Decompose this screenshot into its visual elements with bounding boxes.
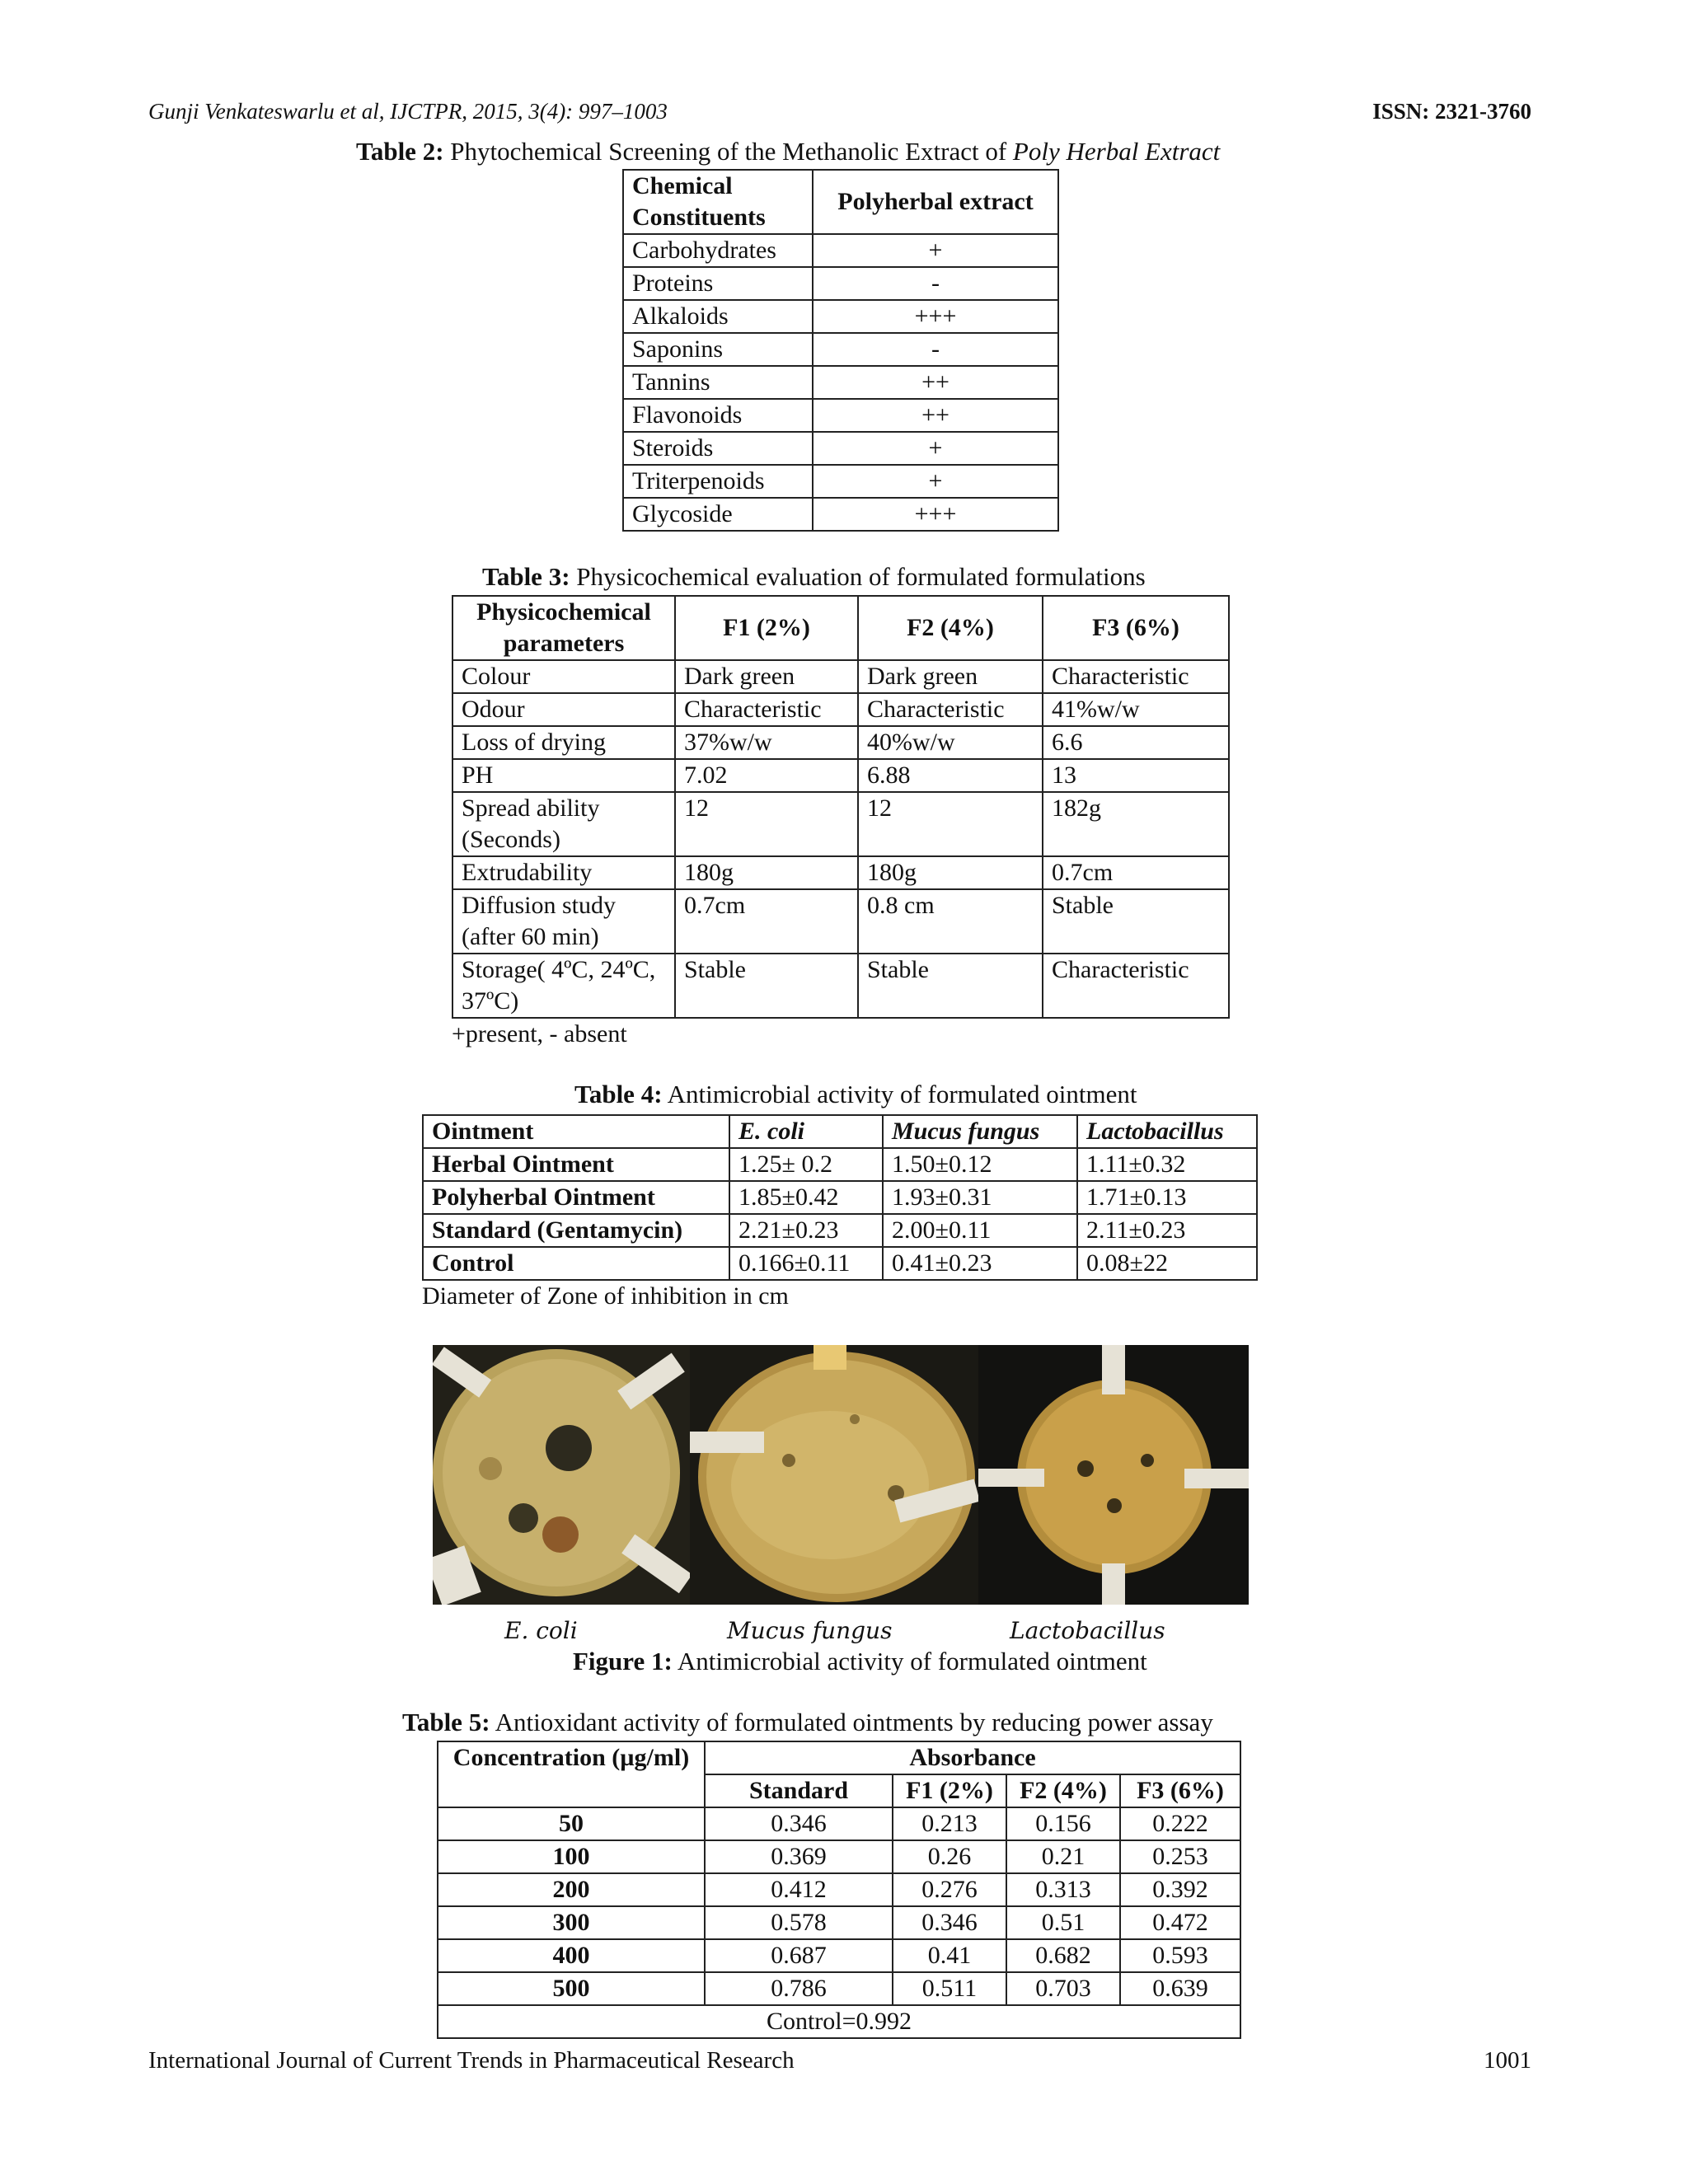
f3-cell: 0.639 <box>1120 1972 1240 2005</box>
table5-subhead-f3: F3 (6%) <box>1120 1774 1240 1807</box>
table-row <box>438 1972 1240 2005</box>
table-row <box>438 1906 1240 1939</box>
f3-cell: 0.7cm <box>1043 856 1229 889</box>
f1-cell: 0.41 <box>893 1939 1006 1972</box>
table5-head-concentration: Concentration (µg/ml) <box>438 1741 705 1807</box>
f1-cell: 37%w/w <box>675 726 858 759</box>
standard-cell: 0.346 <box>705 1807 893 1840</box>
constituent-cell: Carbohydrates <box>623 234 813 267</box>
running-header-citation: Gunji Venkateswarlu et al, IJCTPR, 2015, 3(4): 997–1003 <box>148 99 668 124</box>
standard-cell: 0.412 <box>705 1873 893 1906</box>
table-row <box>438 1807 1240 1840</box>
footer-journal: International Journal of Current Trends in Pharmaceutical Research <box>148 2047 795 2074</box>
table4-footnote: Diameter of Zone of inhibition in cm <box>422 1282 789 1310</box>
table-row <box>423 1181 1257 1214</box>
f1-cell: 180g <box>675 856 858 889</box>
ecoli-cell: 2.21±0.23 <box>729 1214 883 1247</box>
table-row <box>438 1873 1240 1906</box>
figure1-label-ecoli: E. coli <box>504 1617 578 1644</box>
constituent-cell: Flavonoids <box>623 399 813 432</box>
result-cell: +++ <box>813 300 1058 333</box>
f1-cell: 0.276 <box>893 1873 1006 1906</box>
table-row <box>452 856 1229 889</box>
table3-head-f2: F2 (4%) <box>858 596 1043 660</box>
parameter-cell: Spread ability (Seconds) <box>452 792 675 856</box>
table-row <box>452 759 1229 792</box>
result-cell: ++ <box>813 366 1058 399</box>
ecoli-cell: 1.85±0.42 <box>729 1181 883 1214</box>
f1-cell: Stable <box>675 954 858 1018</box>
f3-cell: 182g <box>1043 792 1229 856</box>
f3-cell: Stable <box>1043 889 1229 954</box>
lactobacillus-cell: 2.11±0.23 <box>1077 1214 1257 1247</box>
parameter-cell: Extrudability <box>452 856 675 889</box>
table2-phytochemical <box>622 169 1059 532</box>
table-row <box>623 300 1058 333</box>
table-row <box>438 1939 1240 1972</box>
parameter-cell: Diffusion study (after 60 min) <box>452 889 675 954</box>
f1-cell: 7.02 <box>675 759 858 792</box>
f1-cell: 0.511 <box>893 1972 1006 2005</box>
parameter-cell: Loss of drying <box>452 726 675 759</box>
table-row <box>423 1247 1257 1280</box>
table-row <box>623 432 1058 465</box>
constituent-cell: Alkaloids <box>623 300 813 333</box>
table-row <box>423 1214 1257 1247</box>
f2-cell: 0.51 <box>1006 1906 1120 1939</box>
table-row <box>423 1148 1257 1181</box>
table4-head-ointment: Ointment <box>423 1115 729 1148</box>
f2-cell: 0.703 <box>1006 1972 1120 2005</box>
table-row <box>452 889 1229 954</box>
table5-subhead-f2: F2 (4%) <box>1006 1774 1120 1807</box>
parameter-cell: Storage( 4ºC, 24ºC, 37ºC) <box>452 954 675 1018</box>
ointment-cell: Control <box>423 1247 729 1280</box>
table-row <box>452 792 1229 856</box>
table4-caption: Table 4: Antimicrobial activity of formulated ointment <box>574 1080 1137 1108</box>
table-row <box>623 333 1058 366</box>
table5-subhead-standard: Standard <box>705 1774 893 1807</box>
table-row <box>452 693 1229 726</box>
plate-ecoli-image <box>433 1345 690 1605</box>
concentration-cell: 100 <box>438 1840 705 1873</box>
plate-mucus-fungus-image <box>690 1345 978 1605</box>
f2-cell: 0.313 <box>1006 1873 1120 1906</box>
f2-cell: Stable <box>858 954 1043 1018</box>
f3-cell: 0.472 <box>1120 1906 1240 1939</box>
f2-cell: 0.682 <box>1006 1939 1120 1972</box>
ointment-cell: Standard (Gentamycin) <box>423 1214 729 1247</box>
result-cell: + <box>813 432 1058 465</box>
constituent-cell: Tannins <box>623 366 813 399</box>
running-header-issn: ISSN: 2321-3760 <box>1372 99 1531 124</box>
table4-head-mucus: Mucus fungus <box>883 1115 1077 1148</box>
constituent-cell: Steroids <box>623 432 813 465</box>
f2-cell: 180g <box>858 856 1043 889</box>
constituent-cell: Saponins <box>623 333 813 366</box>
ecoli-cell: 1.25± 0.2 <box>729 1148 883 1181</box>
figure1-label-mucus: Mucus fungus <box>727 1617 893 1644</box>
f2-cell: Dark green <box>858 660 1043 693</box>
ecoli-cell: 0.166±0.11 <box>729 1247 883 1280</box>
constituent-cell: Proteins <box>623 267 813 300</box>
concentration-cell: 50 <box>438 1807 705 1840</box>
table-row <box>452 954 1229 1018</box>
f2-cell: 0.8 cm <box>858 889 1043 954</box>
lactobacillus-cell: 1.71±0.13 <box>1077 1181 1257 1214</box>
table-row <box>623 366 1058 399</box>
figure1-caption: Figure 1: Antimicrobial activity of formulated ointment <box>573 1647 1147 1675</box>
f3-cell: 0.222 <box>1120 1807 1240 1840</box>
table4-antimicrobial <box>422 1114 1258 1281</box>
constituent-cell: Triterpenoids <box>623 465 813 498</box>
f1-cell: 0.7cm <box>675 889 858 954</box>
f3-cell: 41%w/w <box>1043 693 1229 726</box>
f1-cell: Dark green <box>675 660 858 693</box>
footer-page-number: 1001 <box>1484 2047 1531 2074</box>
table2-head-extract: Polyherbal extract <box>813 170 1058 234</box>
f2-cell: 0.156 <box>1006 1807 1120 1840</box>
f2-cell: 0.21 <box>1006 1840 1120 1873</box>
f3-cell: 0.593 <box>1120 1939 1240 1972</box>
f3-cell: Characteristic <box>1043 660 1229 693</box>
table-row <box>452 726 1229 759</box>
f3-cell: 13 <box>1043 759 1229 792</box>
standard-cell: 0.369 <box>705 1840 893 1873</box>
f1-cell: 0.346 <box>893 1906 1006 1939</box>
table-row <box>438 1840 1240 1873</box>
f3-cell: 6.6 <box>1043 726 1229 759</box>
mucus-cell: 0.41±0.23 <box>883 1247 1077 1280</box>
f1-cell: Characteristic <box>675 693 858 726</box>
table5-control: Control=0.992 <box>438 2005 1240 2038</box>
table-row <box>623 267 1058 300</box>
result-cell: - <box>813 333 1058 366</box>
table3-head-f1: F1 (2%) <box>675 596 858 660</box>
f3-cell: 0.253 <box>1120 1840 1240 1873</box>
f2-cell: 6.88 <box>858 759 1043 792</box>
table-row <box>452 660 1229 693</box>
ointment-cell: Herbal Ointment <box>423 1148 729 1181</box>
f2-cell: 12 <box>858 792 1043 856</box>
table-row <box>623 498 1058 531</box>
table5-subhead-f1: F1 (2%) <box>893 1774 1006 1807</box>
lactobacillus-cell: 1.11±0.32 <box>1077 1148 1257 1181</box>
table-row <box>623 465 1058 498</box>
table-row <box>623 399 1058 432</box>
concentration-cell: 300 <box>438 1906 705 1939</box>
parameter-cell: Colour <box>452 660 675 693</box>
standard-cell: 0.786 <box>705 1972 893 2005</box>
f2-cell: 40%w/w <box>858 726 1043 759</box>
mucus-cell: 1.93±0.31 <box>883 1181 1077 1214</box>
parameter-cell: Odour <box>452 693 675 726</box>
table3-physicochemical <box>452 595 1230 1019</box>
lactobacillus-cell: 0.08±22 <box>1077 1247 1257 1280</box>
f1-cell: 12 <box>675 792 858 856</box>
table-row <box>623 234 1058 267</box>
f1-cell: 0.213 <box>893 1807 1006 1840</box>
mucus-cell: 1.50±0.12 <box>883 1148 1077 1181</box>
result-cell: + <box>813 465 1058 498</box>
table3-footnote: +present, - absent <box>452 1020 627 1047</box>
concentration-cell: 400 <box>438 1939 705 1972</box>
standard-cell: 0.687 <box>705 1939 893 1972</box>
result-cell: ++ <box>813 399 1058 432</box>
f2-cell: Characteristic <box>858 693 1043 726</box>
standard-cell: 0.578 <box>705 1906 893 1939</box>
table3-caption: Table 3: Physicochemical evaluation of formulated formulations <box>482 562 1146 591</box>
table5-caption: Table 5: Antioxidant activity of formulated ointments by reducing power assay <box>402 1708 1213 1736</box>
table3-head-parameters: Physicochemical parameters <box>452 596 675 660</box>
concentration-cell: 200 <box>438 1873 705 1906</box>
f3-cell: Characteristic <box>1043 954 1229 1018</box>
result-cell: + <box>813 234 1058 267</box>
table5-antioxidant <box>437 1741 1241 2039</box>
parameter-cell: PH <box>452 759 675 792</box>
f1-cell: 0.26 <box>893 1840 1006 1873</box>
figure1-petri-plates <box>433 1345 1249 1605</box>
figure1-label-lactobacillus: Lactobacillus <box>1010 1617 1165 1644</box>
table4-head-lactobacillus: Lactobacillus <box>1077 1115 1257 1148</box>
plate-lactobacillus-image <box>978 1345 1249 1605</box>
result-cell: +++ <box>813 498 1058 531</box>
concentration-cell: 500 <box>438 1972 705 2005</box>
table3-head-f3: F3 (6%) <box>1043 596 1229 660</box>
mucus-cell: 2.00±0.11 <box>883 1214 1077 1247</box>
result-cell: - <box>813 267 1058 300</box>
table5-head-absorbance: Absorbance <box>705 1741 1240 1774</box>
table2-caption: Table 2: Phytochemical Screening of the Methanolic Extract of Poly Herbal Extract <box>356 137 1221 166</box>
constituent-cell: Glycoside <box>623 498 813 531</box>
table4-head-ecoli: E. coli <box>729 1115 883 1148</box>
f3-cell: 0.392 <box>1120 1873 1240 1906</box>
table2-head-constituents: Chemical Constituents <box>623 170 813 234</box>
ointment-cell: Polyherbal Ointment <box>423 1181 729 1214</box>
